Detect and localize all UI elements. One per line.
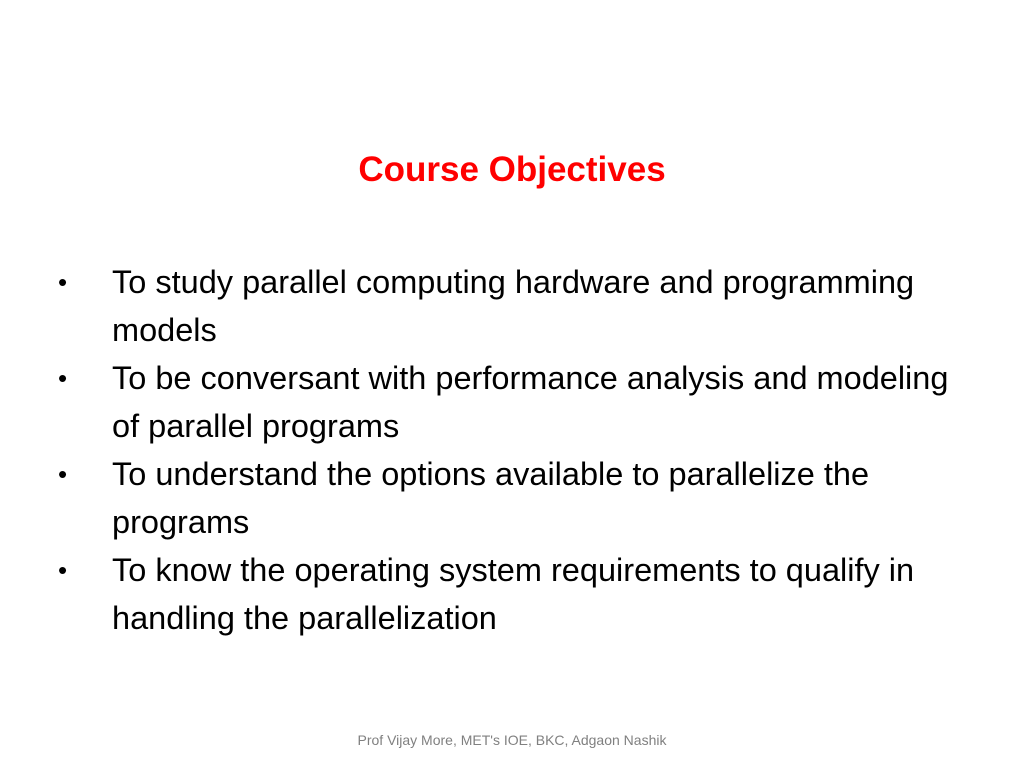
bullet-icon: • — [58, 555, 68, 585]
objective-text: To understand the options available to parallelize the programs — [112, 456, 870, 540]
objective-item — [56, 354, 976, 450]
objective-item — [56, 258, 976, 354]
objective-item — [56, 450, 976, 546]
bullet-icon: • — [58, 267, 68, 297]
bullet-icon: • — [58, 459, 68, 489]
slide-title: Course Objectives — [358, 150, 666, 189]
objective-item — [56, 546, 976, 642]
objective-text: To know the operating system requirements to qualify in handling the parallelization — [112, 552, 915, 636]
bullet-icon: • — [58, 363, 68, 393]
objective-text: To study parallel computing hardware and programming models — [112, 264, 915, 348]
objectives-list — [56, 258, 976, 642]
slide-footer: Prof Vijay More, MET's IOE, BKC, Adgaon Nashik — [357, 732, 667, 748]
objective-text: To be conversant with performance analysis and modeling of parallel programs — [112, 360, 949, 444]
